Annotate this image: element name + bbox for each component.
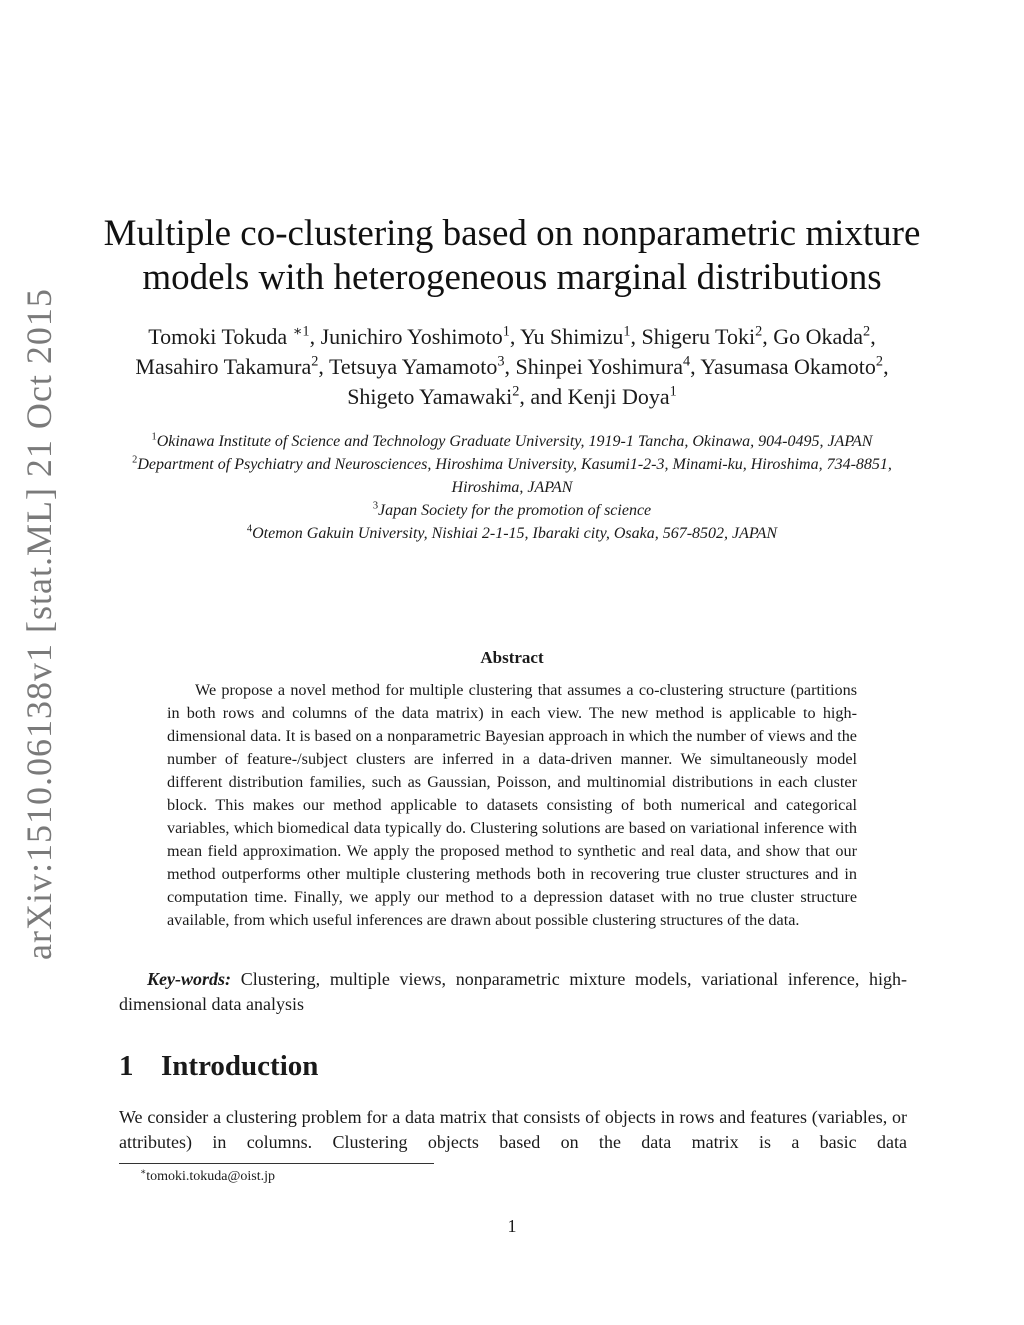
arxiv-identifier-stamp: arXiv:1510.06138v1 [stat.ML] 21 Oct 2015 bbox=[19, 288, 59, 960]
affiliation-text: Otemon Gakuin University, Nishiai 2-1-15, Ibaraki city, Osaka, 567-8502, JAPAN bbox=[252, 525, 778, 542]
title-line-1: Multiple co-clustering based on nonparametric mixture bbox=[103, 213, 921, 254]
author-separator: , bbox=[504, 354, 516, 379]
affiliation-item bbox=[110, 430, 914, 453]
author-name: Tomoki Tokuda bbox=[148, 324, 293, 349]
keywords-label: Key-words: bbox=[147, 969, 231, 989]
affiliation-item bbox=[110, 499, 914, 522]
author-name: Yasumasa Okamoto bbox=[700, 354, 876, 379]
abstract-text: We propose a novel method for multiple clustering that assumes a co-clustering structure (partitions in both rows and columns of the data matrix) in each view. The new method is applicable to high-dimensional data. It is based on a nonparametric Bayesian approach in which the number of views and the number of feature-/subject clusters are inferred in a data-driven manner. We simultaneously model different distribution families, such as Gaussian, Poisson, and multinomial distributions in each cluster block. This makes our method applicable to datasets consisting of both numerical and categorical variables, which biomedical data typically do. Clustering solutions are based on variational inference with mean field approximation. We apply the proposed method to synthetic and real data, and show that our method outperforms other multiple clustering methods both in recovering true cluster structures and in computation time. Finally, we apply our method to a depression dataset with no true cluster structure available, from which useful inferences are drawn about possible clustering structures of the data. bbox=[167, 681, 857, 929]
affiliation-number: 1 bbox=[151, 431, 157, 443]
author-name: Kenji Doya bbox=[567, 384, 670, 409]
author-separator: , and bbox=[519, 384, 568, 409]
author-separator: , bbox=[883, 354, 889, 379]
author-affiliation-mark: 1 bbox=[502, 323, 510, 340]
author-separator: , bbox=[762, 324, 774, 349]
abstract-heading: Abstract bbox=[480, 648, 544, 667]
affiliation-number: 3 bbox=[372, 500, 379, 512]
author-separator: , bbox=[509, 324, 521, 349]
footnote-divider bbox=[119, 1163, 434, 1164]
author-affiliation-mark: 2 bbox=[311, 353, 319, 370]
footnote bbox=[140, 1166, 275, 1185]
author-name: Yu Shimizu bbox=[520, 324, 624, 349]
author-affiliation-mark: 1 bbox=[623, 323, 631, 340]
title-line-2: models with heterogeneous marginal distributions bbox=[142, 257, 882, 298]
affiliation-item bbox=[110, 522, 914, 545]
author-affiliation-mark: 2 bbox=[875, 353, 884, 370]
section-number: 1 bbox=[119, 1050, 134, 1082]
author-name: Tetsuya Yamamoto bbox=[329, 354, 498, 379]
section-title: Introduction bbox=[161, 1050, 319, 1082]
author-separator: , bbox=[870, 324, 876, 349]
page-number: 1 bbox=[507, 1216, 517, 1236]
author-name: Masahiro Takamura bbox=[135, 354, 312, 379]
author-affiliation-mark: 2 bbox=[863, 323, 871, 340]
keywords bbox=[119, 967, 907, 1017]
keywords-text: Clustering, multiple views, nonparametric mixture models, variational inference, high-dimensional data analysis bbox=[119, 969, 907, 1014]
author-list bbox=[110, 322, 914, 412]
author-separator: , bbox=[690, 354, 701, 379]
author-separator: , bbox=[318, 354, 329, 379]
section-heading bbox=[119, 1050, 318, 1083]
affiliation-list bbox=[110, 430, 914, 545]
author-affiliation-mark: ∗1 bbox=[292, 323, 310, 340]
author-name: Junichiro Yoshimoto bbox=[320, 324, 503, 349]
author-separator: , bbox=[630, 324, 642, 349]
footnote-mark: ∗ bbox=[140, 1166, 147, 1177]
affiliation-text: Japan Society for the promotion of science bbox=[378, 502, 652, 519]
author-name: Shinpei Yoshimura bbox=[515, 354, 683, 379]
introduction-paragraph: We consider a clustering problem for a data matrix that consists of objects in rows and features (variables, or attributes) in columns. Clustering objects based on the data matrix is a basic data bbox=[119, 1107, 907, 1152]
author-name: Go Okada bbox=[773, 324, 864, 349]
author-name: Shigeru Toki bbox=[641, 324, 756, 349]
paper-title bbox=[100, 212, 924, 300]
affiliation-number: 4 bbox=[246, 523, 253, 535]
author-affiliation-mark: 2 bbox=[755, 323, 763, 340]
author-separator: , bbox=[309, 324, 321, 349]
affiliation-number: 2 bbox=[132, 454, 138, 466]
author-affiliation-mark: 3 bbox=[497, 353, 505, 370]
affiliation-text: Department of Psychiatry and Neurosciences, Hiroshima University, Kasumi1-2-3, Minami-ku, Hiroshima, 734-8851, Hiroshima, JAPAN bbox=[137, 456, 892, 496]
affiliation-item bbox=[110, 453, 914, 499]
affiliation-text: Okinawa Institute of Science and Technology Graduate University, 1919-1 Tancha, Okinawa, 904-0495, JAPAN bbox=[156, 433, 873, 450]
author-affiliation-mark: 1 bbox=[669, 383, 677, 400]
author-name: Shigeto Yamawaki bbox=[347, 384, 513, 409]
footnote-email: tomoki.tokuda@oist.jp bbox=[146, 1169, 275, 1184]
author-affiliation-mark: 4 bbox=[682, 353, 691, 370]
author-affiliation-mark: 2 bbox=[512, 383, 520, 400]
